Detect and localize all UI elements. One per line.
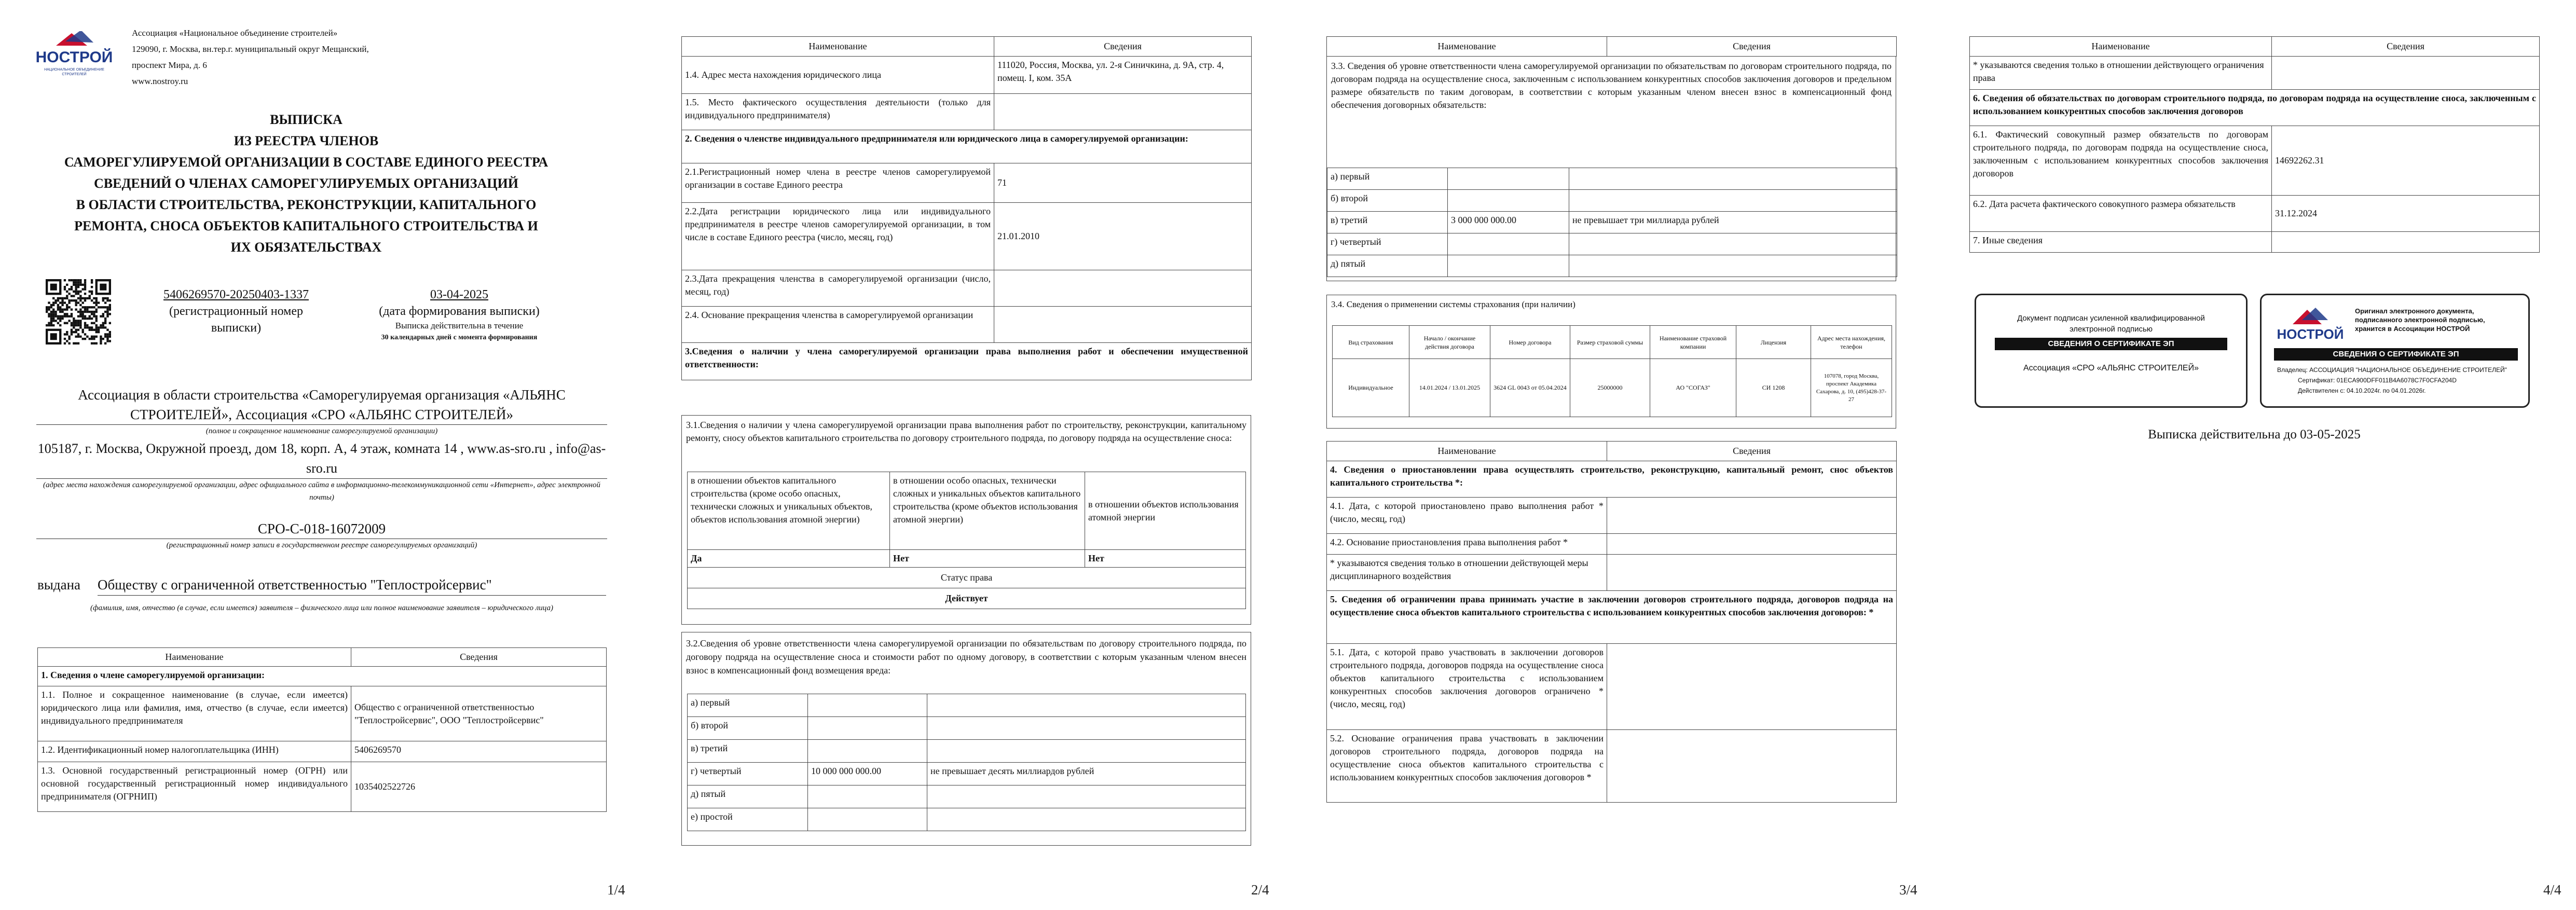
table-row: 1.5. Место фактического осуществления деятельности (только для индивидуального предпринимателя): [682, 94, 1252, 130]
table-row: 2.4. Основание прекращения членства в саморегулируемой организации: [682, 307, 1252, 343]
contract-liability-intro: 3.3. Сведения об уровне ответственности члена саморегулируемой организации по обязательствам по договорам строительного подряда, по договорам подряда на осуществление сноса, заключенным с использованием конкурентных способов заключения договоров и предельном размере обязательств по таким договорам, в соответствии с которым указанным членом внесен взнос в компенсационный фонд обеспечения договорных обязательств:: [1331, 61, 1892, 110]
table-row: г) четвертый 10 000 000 000.00 не превышает десять миллиардов рублей: [688, 763, 1246, 785]
table-row: 1.3. Основной государственный регистрационный номер (ОГРН) или основной государственный регистрационный номер индивидуального предпринимателя (ОГРНИП) 1035402522726: [38, 762, 607, 812]
section-1-title: 1. Сведения о члене саморегулируемой организации:: [38, 667, 607, 686]
page-2: [644, 0, 1288, 910]
section-5-title: 5. Сведения об ограничении права принимать участие в заключении договоров строительного подряда, договоров подряда на осуществление сноса объектов капитального строительства с использованием конкурентных способов заключения договоров: *: [1327, 591, 1897, 644]
sro-name: Ассоциация в области строительства «Саморегулируемая организация «АЛЬЯНС СТРОИТЕЛЕЙ», Ассоциация «СРО «АЛЬЯНС СТРОИТЕЛЕЙ»: [78, 387, 566, 422]
status-value: Действует: [688, 588, 1246, 609]
stamp-cert-bar: СВЕДЕНИЯ О СЕРТИФИКАТЕ ЭП: [1995, 338, 2227, 350]
stamp-cert-bar: СВЕДЕНИЯ О СЕРТИФИКАТЕ ЭП: [2274, 348, 2518, 361]
stamp-org: Ассоциация «СРО «АЛЬЯНС СТРОИТЕЛЕЙ»: [2023, 364, 2199, 373]
table-row: Индивидуальное 14.01.2024 / 13.01.2025 3624 GL 0043 от 05.04.2024 25000000 АО "СОГАЗ" СИ 1208 107078, город Москва, проспект Академика Сахарова, д. 10, (495)428-37-27: [1333, 359, 1892, 417]
page-1: [0, 0, 644, 910]
table-row: 2.3.Дата прекращения членства в саморегулируемой организации (число, месяц, год): [682, 270, 1252, 307]
valid-note: Выписка действительна в течение: [395, 321, 524, 330]
stamp-logo-icon: НОСТРОЙ: [2272, 307, 2349, 344]
contract-liability-header: Наименование Сведения: [1326, 36, 1897, 57]
table-row: 2.1.Регистрационный номер члена в реестре членов саморегулируемой организации в составе Единого реестра 71: [682, 163, 1252, 203]
extract-date: [363, 286, 555, 343]
section-2-title: 2. Сведения о членстве индивидуального предпринимателя или юридического лица в саморегулируемой организации:: [682, 130, 1252, 163]
table-row: 1.1. Полное и сокращенное наименование (в случае, если имеется) юридического лица или фамилия, имя, отчество (в случае, если имеется) индивидуального предпринимателя Общество с ограниченной ответственностью "Теплостройсервис", ООО "Теплостройсервис": [38, 686, 607, 741]
sro-reg-number: СРО-С-018-16072009: [257, 521, 386, 536]
table-row: в) третий: [688, 740, 1246, 763]
sro-address: 105187, г. Москва, Окружной проезд, дом 18, корп. А, 4 этаж, комната 14 , www.as-sro.ru , info@as-sro.ru: [37, 441, 606, 476]
sro-address-block: [36, 439, 607, 504]
table-row: 2.2.Дата регистрации юридического лица или индивидуального предпринимателя в реестре членов саморегулируемой организации, в том числе в составе Единого реестра (число, месяц, год) 21.01.2010: [682, 203, 1252, 270]
page-3: [1288, 0, 1932, 910]
liability-table: [687, 694, 1246, 831]
page-number: 4/4: [2543, 882, 2561, 898]
liability-block: [681, 632, 1251, 846]
sro-reg-caption: (регистрационный номер записи в государственном реестре саморегулируемых организаций): [36, 539, 607, 551]
table-row: 7. Иные сведения: [1970, 232, 2540, 253]
member-table: [37, 647, 607, 812]
table-row: д) пятый: [688, 785, 1246, 808]
th-name: Наименование: [38, 648, 351, 667]
qr-code-icon: [46, 279, 111, 344]
suspension-table: Наименование Сведения 4. Сведения о приостановлении права осуществлять строительство, реконструкцию, капитальный ремонт, снос объектов капитального строительства *: 4.1. Дата, с которой приостановлено право выполнения работ * (число, месяц, год) 4.2. Основание приостановления права выполнения работ * * указываются сведения только в отношении действующей меры дисциплинарного воздействия 5. Сведения об ограничении права принимать участие в заключении договоров строительного подряда, договоров подряда на осуществление сноса объектов капитального строительства с использованием конкурентных способов заключения договоров: * 5.1. Дата, с которой право участвовать в заключении договоров строительного подряда, договоров подряда на осуществление сноса объектов капитального строительства с использованием конкурентных способов заключения договоров ограничено * (число, месяц, год) 5.2. Основание ограничения права участвовать в заключении договоров строительного подряда, договоров подряда на осуществление сноса объектов капитального строительства с использованием конкурентных способов заключения договоров *: [1326, 441, 1897, 803]
table-row: 5.1. Дата, с которой право участвовать в заключении договоров строительного подряда, договоров подряда на осуществление сноса объектов капитального строительства с использованием конкурентных способов заключения договоров ограничено * (число, месяц, год): [1327, 644, 1897, 730]
table-row: в) третий 3 000 000 000.00 не превышает три миллиарда рублей: [1327, 212, 1897, 233]
date-value: 03-04-2025: [430, 288, 488, 301]
sro-name-caption: (полное и сокращенное наименование саморегулируемой организации): [36, 424, 607, 437]
table-row: б) второй: [688, 717, 1246, 740]
page-number: 3/4: [1899, 882, 1917, 898]
issued-caption-block: [36, 602, 607, 614]
date-caption: (дата формирования выписки): [379, 305, 540, 318]
document-title: ВЫПИСКА ИЗ РЕЕСТРА ЧЛЕНОВ САМОРЕГУЛИРУЕМОЙ ОРГАНИЗАЦИИ В СОСТАВЕ ЕДИНОГО РЕЕСТРА СВЕДЕНИЙ О ЧЛЕНАХ САМОРЕГУЛИРУЕМЫХ ОРГАНИЗАЦИЙ В ОБЛАСТИ СТРОИТЕЛЬСТВА, РЕКОНСТРУКЦИИ, КАПИТАЛЬНОГО РЕМОНТА, СНОСА ОБЪЕКТОВ КАПИТАЛЬНОГО СТРОИТЕЛЬСТВА И ИХ ОБЯЗАТЕЛЬСТВАХ: [64, 112, 549, 255]
table-row: * указываются сведения только в отношении действующего ограничения права: [1970, 57, 2540, 90]
issued-caption: (фамилия, имя, отчество (в случае, если имеется) заявителя – физического лица или полное наименование заявителя – юридического лица): [90, 604, 553, 612]
sro-name-block: [36, 385, 607, 437]
insurance-title: 3.4. Сведения о применении системы страхования (при наличии): [1331, 299, 1575, 309]
table-row: 4.2. Основание приостановления права выполнения работ *: [1327, 534, 1897, 555]
stamp-owner: Владелец: АССОЦИАЦИЯ "НАЦИОНАЛЬНОЕ ОБЪЕДИНЕНИЕ СТРОИТЕЛЕЙ": [2277, 366, 2507, 374]
status-label: Статус права: [688, 568, 1246, 588]
signature-stamp-sro: Документ подписан усиленной квалифицированной электронной подписью СВЕДЕНИЯ О СЕРТИФИКАТЕ ЭП Ассоциация «СРО «АЛЬЯНС СТРОИТЕЛЕЙ»: [1975, 294, 2248, 408]
insurance-block: [1326, 295, 1896, 429]
extract-reg-number: [156, 286, 317, 336]
section-3-title: 3.Сведения о наличии у члена саморегулируемой организации права выполнения работ и обеспечении имущественной ответственности:: [682, 343, 1252, 380]
rights-block: [681, 415, 1251, 625]
issued-to: Обществу с ограниченной ответственностью "Теплостройсервис": [98, 577, 606, 596]
logo-subtext: НАЦИОНАЛЬНОЕ ОБЪЕДИНЕНИЕ СТРОИТЕЛЕЙ: [44, 68, 104, 76]
issued-label: выдана: [37, 577, 81, 592]
liability-intro: 3.2.Сведения об уровне ответственности члена саморегулируемой организации по обязательствам по договору строительного подряда, по договору подряда на осуществление сноса и стоимости работ по одному договору, в соответствии с которым указанным членом внесен взнос в компенсационный фонд возмещения вреда:: [686, 638, 1246, 675]
stamp-cert: Сертификат: 01ECA900DFF011B4A6078C7F0CFA204D: [2298, 377, 2457, 384]
table-row: е) простой: [688, 808, 1246, 831]
sro-reg-block: [36, 519, 607, 551]
issuer-address: Ассоциация «Национальное объединение строителей» 129090, г. Москва, вн.тер.г. муниципальный округ Мещанский, проспект Мира, д. 6 www.nostroy.ru: [132, 28, 369, 86]
table-row: 1.4. Адрес места нахождения юридического лица 111020, Россия, Москва, ул. 2-я Синичкина, д. 9А, стр. 4, помещ. I, ком. 35А: [682, 57, 1252, 94]
page-number: 1/4: [607, 882, 625, 898]
th-info: Сведения: [351, 648, 607, 667]
table-row: 6.2. Дата расчета фактического совокупного размера обязательств 31.12.2024: [1970, 196, 2540, 232]
sro-address-caption: (адрес места нахождения саморегулируемой организации, адрес официального сайта в информационно-телекоммуникационной сети «Интернет», адрес электронной почты): [36, 478, 607, 504]
page-4: [1932, 0, 2576, 910]
table-row: б) второй: [1327, 190, 1897, 212]
rights-intro: 3.1.Сведения о наличии у члена саморегулируемой организации права выполнения работ по строительству, реконструкции, капитальному ремонту, сносу объектов капитального строительства по договору строительного подряда, по договору подряда на осуществление сноса:: [686, 420, 1246, 443]
section-4-title: 4. Сведения о приостановлении права осуществлять строительство, реконструкцию, капитальный ремонт, снос объектов капитального строительства *:: [1327, 461, 1897, 498]
table-row: * указываются сведения только в отношении действующей меры дисциплинарного воздействия: [1327, 555, 1897, 591]
logo-text: НОСТРОЙ: [35, 49, 113, 66]
stamp-valid: Действителен с: 04.10.2024г. по 04.01.2026г.: [2298, 387, 2426, 394]
table-row: а) первый: [1327, 168, 1897, 190]
table-row: д) пятый: [1327, 255, 1897, 277]
contract-liability-block: [1326, 56, 1896, 281]
table-row: г) четвертый: [1327, 233, 1897, 255]
table-row: а) первый: [688, 694, 1246, 717]
section-6-title: 6. Сведения об обязательствах по договорам строительного подряда, по договорам подряда на осуществление сноса, заключенным с использованием конкурентных способов заключения договоров: [1970, 90, 2540, 126]
insurance-table: Вид страхования Начало / окончание действия договора Номер договора Размер страховой суммы Наименование страховой компании Лицензия Адрес места нахождения, телефон Индивидуальное 14.01.2024 / 13.01.2025 3624 GL 0043 от 05.04.2024 25000000 АО "СОГАЗ" СИ 1208 107078, город Москва, проспект Академика Сахарова, д. 10, (495)428-37-27: [1332, 325, 1892, 417]
signature-stamp-nostroy: НОСТРОЙ Оригинал электронного документа, подписанного электронной подписью, хранится в Ассоциации НОСТРОЙ СВЕДЕНИЯ О СЕРТИФИКАТЕ ЭП Владелец: АССОЦИАЦИЯ "НАЦИОНАЛЬНОЕ ОБЪЕДИНЕНИЕ СТРОИТЕЛЕЙ" Сертификат: 01ECA900DFF011B4A6078C7F0CFA204D Действителен с: 04.10.2024г. по 04.01.2026г.: [2260, 294, 2530, 408]
obligations-table: Наименование Сведения * указываются сведения только в отношении действующего ограничения права 6. Сведения об обязательствах по договорам строительного подряда, по договорам подряда на осуществление сноса, заключенным с использованием конкурентных способов заключения договоров 6.1. Фактический совокупный размер обязательств по договорам строительного подряда, по договорам подряда на осуществление сноса, заключенным с использованием конкурентных способов заключения договоров 14692262.31 6.2. Дата расчета фактического совокупного размера обязательств 31.12.2024 7. Иные сведения: [1969, 36, 2540, 253]
nostroy-logo: [35, 31, 113, 78]
rights-table: в отношении объектов капитального строительства (кроме особо опасных, технически сложных и уникальных объектов, объектов использования атомной энергии) в отношении особо опасных, технически сложных и уникальных объектов капитального строительства (кроме объектов использования атомной энергии) в отношении объектов использования атомной энергии Да Нет Нет Статус права Действует: [687, 472, 1246, 609]
page-number: 2/4: [1251, 882, 1269, 898]
membership-table: Наименование Сведения 1.4. Адрес места нахождения юридического лица 111020, Россия, Москва, ул. 2-я Синичкина, д. 9А, стр. 4, помещ. I, ком. 35А 1.5. Место фактического осуществления деятельности (только для индивидуального предпринимателя) 2. Сведения о членстве индивидуального предпринимателя или юридического лица в саморегулируемой организации: 2.1.Регистрационный номер члена в реестре членов саморегулируемой организации в составе Единого реестра 71 2.2.Дата регистрации юридического лица или индивидуального предпринимателя в реестре членов саморегулируемой организации, в том числе в составе Единого реестра (число, месяц, год) 21.01.2010 2.3.Дата прекращения членства в саморегулируемой организации (число, месяц, год) 2.4. Основание прекращения членства в саморегулируемой организации 3.Сведения о наличии у члена саморегулируемой организации права выполнения работ и обеспечении имущественной ответственности:: [681, 36, 1252, 380]
table-row: 1.2. Идентификационный номер налогоплательщика (ИНН) 5406269570: [38, 741, 607, 762]
table-row: 5.2. Основание ограничения права участвовать в заключении договоров строительного подряда, договоров подряда на осуществление сноса объектов капитального строительства с использованием конкурентных способов заключения договоров *: [1327, 730, 1897, 803]
table-row: 4.1. Дата, с которой приостановлено право выполнения работ * (число, месяц, год): [1327, 498, 1897, 534]
reg-number-caption: (регистрационный номер выписки): [169, 305, 303, 335]
valid-days: 30 календарных дней с момента формирования: [381, 334, 538, 341]
reg-number-value: 5406269570-20250403-1337: [163, 288, 309, 301]
table-row: 6.1. Фактический совокупный размер обязательств по договорам строительного подряда, по договорам подряда на осуществление сноса, заключенным с использованием конкурентных способов заключения договоров 14692262.31: [1970, 126, 2540, 196]
valid-until: Выписка действительна до 03-05-2025: [2148, 428, 2361, 442]
